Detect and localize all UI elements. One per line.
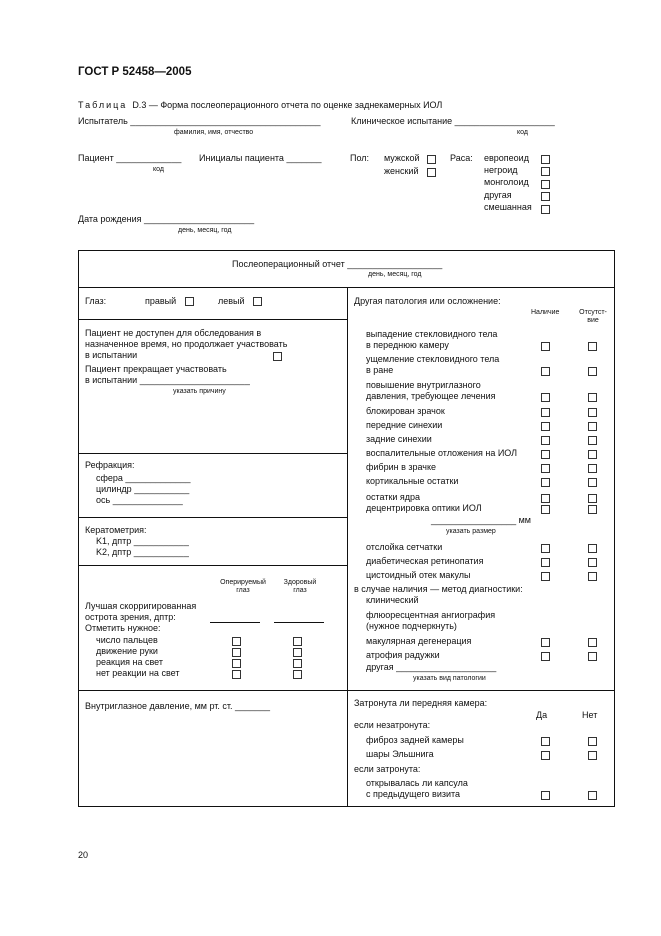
va-option: нет реакции на свет — [96, 668, 180, 678]
divider — [78, 453, 347, 454]
initials-field[interactable]: Инициалы пациента _______ — [199, 153, 322, 163]
unavailable-text-3: в испытании — [85, 350, 138, 360]
yes-checkbox[interactable] — [541, 791, 550, 800]
absence-checkbox[interactable] — [588, 478, 597, 487]
note-needed: Отметить нужное: — [85, 623, 161, 633]
unavailable-checkbox[interactable] — [273, 352, 282, 361]
absence-checkbox[interactable] — [588, 393, 597, 402]
size-field[interactable]: _________________ мм — [431, 515, 531, 525]
eye-label: Глаз: — [85, 296, 107, 306]
other-field[interactable]: другая ____________________ — [366, 662, 497, 672]
presence-checkbox[interactable] — [541, 436, 550, 445]
stopped-field[interactable]: в испытании ______________________ — [85, 375, 250, 385]
race-checkbox[interactable] — [541, 192, 550, 201]
dob-hint: день, месяц, год — [178, 227, 232, 234]
race-option: негроид — [484, 165, 518, 175]
no-checkbox[interactable] — [588, 751, 597, 760]
absence-checkbox[interactable] — [588, 572, 597, 581]
race-checkbox[interactable] — [541, 180, 550, 189]
va-operated-checkbox[interactable] — [232, 637, 241, 646]
va-option: число пальцев — [96, 635, 158, 645]
presence-checkbox[interactable] — [541, 494, 550, 503]
yes-header: Да — [536, 710, 548, 720]
absence-header — [577, 309, 609, 325]
opened-label-2: с предыдущего визита — [366, 789, 461, 799]
pathology-label: в ране — [366, 365, 394, 375]
race-option: европеоид — [484, 153, 529, 163]
va-healthy-checkbox[interactable] — [293, 648, 302, 657]
operated-eye-header — [214, 579, 272, 595]
iop-field[interactable]: Внутриглазное давление, мм рт. ст. _______ — [85, 701, 271, 711]
refraction-cylinder-field[interactable]: цилиндр ___________ — [96, 484, 190, 494]
pathology-label: давления, требующее лечения — [366, 391, 496, 401]
yes-checkbox[interactable] — [541, 737, 550, 746]
capsule-item-label: шары Эльшнига — [366, 749, 434, 759]
presence-checkbox[interactable] — [541, 505, 550, 514]
race-checkbox[interactable] — [541, 155, 550, 164]
pathology-label: в переднюю камеру — [366, 340, 449, 350]
presence-checkbox[interactable] — [541, 478, 550, 487]
sex-male-label: мужской — [384, 153, 420, 163]
kerato-k2-field[interactable]: K2, дптр ___________ — [96, 547, 189, 557]
stopped-hint: указать причину — [173, 388, 226, 395]
sex-label: Пол: — [350, 153, 370, 163]
pathology-label: выпадение стекловидного тела — [366, 329, 498, 339]
tester-field[interactable]: Испытатель ______________________________________ — [78, 116, 321, 126]
kerato-k1-field[interactable]: K1, дптр ___________ — [96, 536, 189, 546]
page-number: 20 — [78, 850, 89, 860]
pathology-label: отслойка сетчатки — [366, 542, 443, 552]
divider — [347, 287, 348, 807]
diag-clinical[interactable]: клинический — [366, 595, 419, 605]
operated-eye-header-line: Оперируемый — [220, 579, 266, 586]
pathology-label: кортикальные остатки — [366, 476, 459, 486]
doc-id: ГОСТ Р 52458—2005 — [78, 66, 192, 78]
absence-checkbox[interactable] — [588, 436, 597, 445]
pathology-label: повышение внутриглазного — [366, 380, 481, 390]
pathology-label: ущемление стекловидного тела — [366, 354, 500, 364]
capsule-title: Затронута ли передняя камера: — [354, 698, 488, 708]
trial-hint: код — [517, 129, 528, 136]
refraction-sphere-field[interactable]: сфера _____________ — [96, 473, 191, 483]
eye-right-checkbox[interactable] — [185, 297, 194, 306]
refraction-axis-field[interactable]: ось ______________ — [96, 495, 183, 505]
absence-checkbox[interactable] — [588, 422, 597, 431]
va-option: движение руки — [96, 646, 158, 656]
no-checkbox[interactable] — [588, 737, 597, 746]
absence-checkbox[interactable] — [588, 544, 597, 553]
table-caption-text: D.3 — Форма послеоперационного отчета по оценке заднекамерных ИОЛ — [132, 100, 443, 110]
divider — [78, 565, 347, 566]
presence-checkbox[interactable] — [541, 464, 550, 473]
diag-angio[interactable]: флюоресцентная ангиография — [366, 610, 496, 620]
refraction-title: Рефракция: — [85, 460, 135, 470]
stopped-text-1: Пациент прекращает участвовать — [85, 364, 227, 374]
diag-note: (нужное подчеркнуть) — [366, 621, 457, 631]
race-checkbox[interactable] — [541, 205, 550, 214]
table-caption — [78, 100, 442, 111]
pathology-label: децентрировка оптики ИОЛ — [366, 503, 482, 513]
race-option: монголоид — [484, 177, 529, 187]
va-option: реакция на свет — [96, 657, 163, 667]
healthy-eye-header-line: глаз — [293, 587, 307, 594]
pathology-label: остатки ядра — [366, 492, 421, 502]
if-not-label: если незатронута: — [354, 720, 431, 730]
va-healthy-checkbox[interactable] — [293, 659, 302, 668]
absence-checkbox[interactable] — [588, 638, 597, 647]
eye-left-label: левый — [218, 296, 245, 306]
size-hint: указать размер — [446, 528, 496, 535]
pathology-label: фибрин в зрачке — [366, 462, 437, 472]
presence-checkbox[interactable] — [541, 572, 550, 581]
presence-checkbox[interactable] — [541, 558, 550, 567]
presence-checkbox[interactable] — [541, 422, 550, 431]
race-label: Раса: — [450, 153, 473, 163]
pathology-label: блокирован зрачок — [366, 406, 445, 416]
absence-checkbox[interactable] — [588, 408, 597, 417]
tester-hint: фамилия, имя, отчество — [174, 129, 254, 136]
if-yes-label: если затронута: — [354, 764, 421, 774]
no-header: Нет — [582, 710, 598, 720]
race-checkbox[interactable] — [541, 167, 550, 176]
presence-checkbox[interactable] — [541, 544, 550, 553]
kerato-title: Кератометрия: — [85, 525, 147, 535]
opened-label-1: открывалась ли капсула — [366, 778, 468, 788]
dob-field[interactable]: Дата рождения ______________________ — [78, 214, 255, 224]
pathology-label: воспалительные отложения на ИОЛ — [366, 448, 518, 458]
absence-checkbox[interactable] — [588, 652, 597, 661]
pathology-label: передние синехии — [366, 420, 443, 430]
diag-title: в случае наличия — метод диагностики: — [354, 584, 523, 594]
absence-checkbox[interactable] — [588, 464, 597, 473]
pathology-label: атрофия радужки — [366, 650, 440, 660]
healthy-eye-header-line: Здоровый — [283, 579, 317, 586]
best-va-healthy-field[interactable] — [274, 622, 324, 623]
va-operated-checkbox[interactable] — [232, 659, 241, 668]
operated-eye-header-line: глаз — [236, 587, 250, 594]
presence-header: Наличие — [531, 309, 560, 316]
va-operated-checkbox[interactable] — [232, 648, 241, 657]
sex-female-checkbox[interactable] — [427, 168, 436, 177]
sex-female-label: женский — [384, 166, 419, 176]
presence-checkbox[interactable] — [541, 367, 550, 376]
pathology-label: диабетическая ретинопатия — [366, 556, 484, 566]
presence-checkbox[interactable] — [541, 638, 550, 647]
absence-checkbox[interactable] — [588, 367, 597, 376]
va-healthy-checkbox[interactable] — [293, 637, 302, 646]
report-title[interactable]: Послеоперационный отчет ___________________ — [232, 259, 443, 269]
unavailable-text-1: Пациент не доступен для обследования в — [85, 328, 262, 338]
unavailable-text-2: назначенное время, но продолжает участвовать — [85, 339, 288, 349]
divider — [78, 319, 347, 320]
absence-checkbox[interactable] — [588, 342, 597, 351]
race-option: смешанная — [484, 202, 532, 212]
patient-field[interactable]: Пациент _____________ — [78, 153, 182, 163]
table-caption-label: Таблица — [78, 100, 128, 110]
report-title-hint: день, месяц, год — [368, 271, 422, 278]
absence-checkbox[interactable] — [588, 558, 597, 567]
absence-header-line: Отсутст- — [579, 309, 607, 316]
presence-checkbox[interactable] — [541, 393, 550, 402]
race-option: другая — [484, 190, 512, 200]
presence-checkbox[interactable] — [541, 652, 550, 661]
sex-male-checkbox[interactable] — [427, 155, 436, 164]
best-va-operated-field[interactable] — [210, 622, 260, 623]
healthy-eye-header — [275, 579, 325, 595]
eye-right-label: правый — [145, 296, 177, 306]
absence-checkbox[interactable] — [588, 505, 597, 514]
capsule-item-label: фиброз задней камеры — [366, 735, 464, 745]
pathology-title: Другая патология или осложнение: — [354, 296, 501, 306]
best-va-label-1: Лучшая скорригированная — [85, 601, 197, 611]
no-checkbox[interactable] — [588, 791, 597, 800]
pathology-label: макулярная дегенерация — [366, 636, 472, 646]
divider — [78, 690, 615, 691]
patient-hint: код — [153, 166, 164, 173]
pathology-label: задние синехии — [366, 434, 432, 444]
absence-checkbox[interactable] — [588, 450, 597, 459]
other-hint: указать вид патологии — [413, 675, 486, 682]
presence-checkbox[interactable] — [541, 450, 550, 459]
trial-field[interactable]: Клиническое испытание ____________________ — [351, 116, 555, 126]
absence-header-line: вие — [587, 317, 599, 324]
eye-left-checkbox[interactable] — [253, 297, 262, 306]
pathology-label: цистоидный отек макулы — [366, 570, 471, 580]
va-operated-checkbox[interactable] — [232, 670, 241, 679]
presence-checkbox[interactable] — [541, 408, 550, 417]
divider — [78, 517, 347, 518]
absence-checkbox[interactable] — [588, 494, 597, 503]
va-healthy-checkbox[interactable] — [293, 670, 302, 679]
best-va-label-2: острота зрения, дптр: — [85, 612, 176, 622]
presence-checkbox[interactable] — [541, 342, 550, 351]
yes-checkbox[interactable] — [541, 751, 550, 760]
